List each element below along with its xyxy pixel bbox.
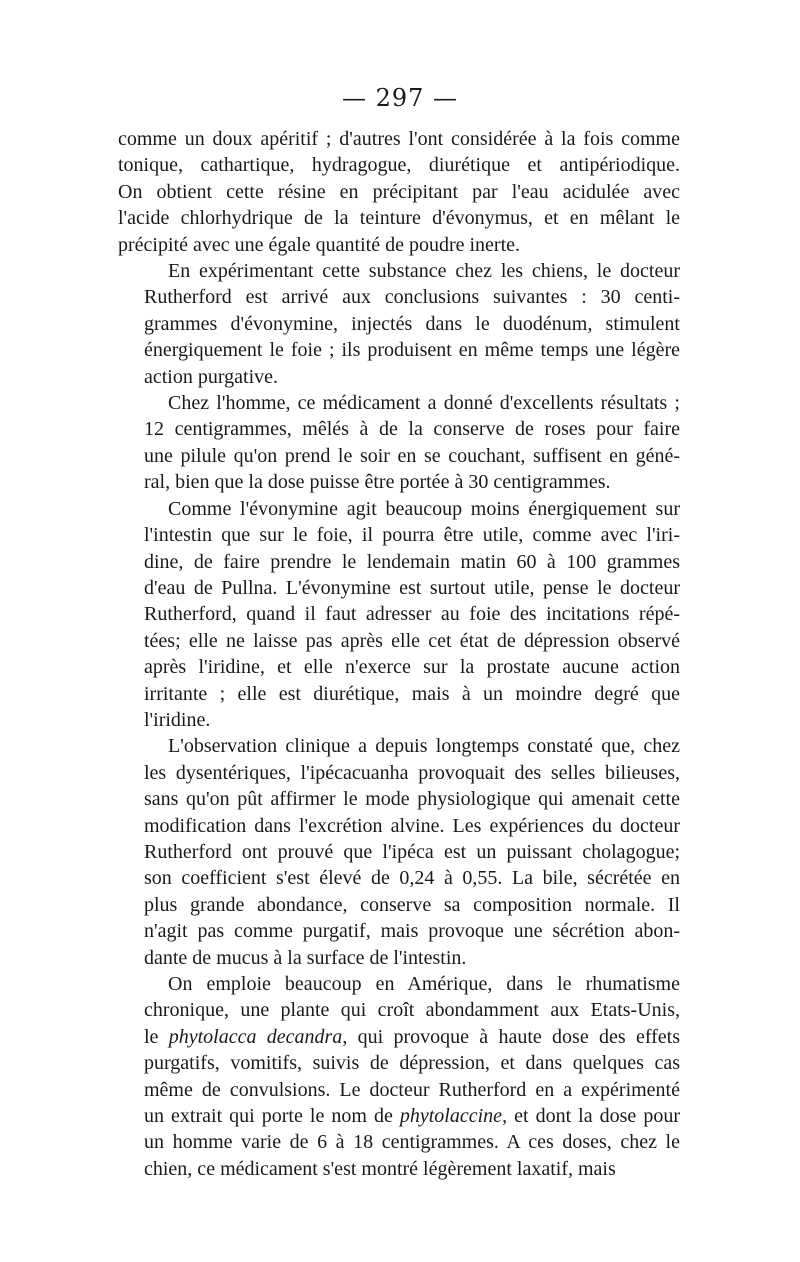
text-line: Comme l'évonymine agit beaucoup moins énergiquement sur [168,497,680,520]
italic-term: phytolacca decandra [168,1025,343,1048]
text-line: chronique, une plante qui croît abondamment aux Etats-Unis, [144,999,680,1022]
text-line: plus grande abondance, conserve sa composition normale. Il [144,893,680,916]
text-line: irritante ; elle est diurétique, mais à un moindre degré que [144,682,680,705]
text-line: tées; elle ne laisse pas après elle cet état de dépression observé [144,629,680,652]
text-line: L'observation clinique a depuis longtemps constaté que, chez [168,735,680,758]
text-line: même de convulsions. Le docteur Rutherford en a expérimenté [144,1078,680,1101]
text-line: Chez l'homme, ce médicament a donné d'excellents résultats ; [168,392,680,415]
page-number: — 297 — [341,84,459,112]
text-line: le phytolacca decandra, qui provoque à haute dose des effets [144,1025,681,1048]
text-line: purgatifs, vomitifs, suivis de dépression, et dans quelques cas [144,1052,680,1075]
text-line: comme un doux apéritif ; d'autres l'ont considérée à la fois comme [118,128,680,150]
text-line: dine, de faire prendre le lendemain matin 60 à 100 grammes [144,550,680,573]
text-line: ral, bien que la dose puisse être portée à 30 centigrammes. [144,471,611,494]
text-line: l'intestin que sur le foie, il pourra être utile, comme avec l'iri- [144,524,680,547]
text-line: sans qu'on pût affirmer le mode physiologique qui amenait cette [144,788,680,811]
paragraph [118,496,680,734]
text-line: énergiquement le foie ; ils produisent en même temps une légère [144,339,680,362]
body-text [118,126,680,1182]
text-line: modification dans l'excrétion alvine. Les expériences du docteur [144,814,680,837]
text-line: grammes d'évonymine, injectés dans le duodénum, stimulent [144,312,680,335]
italic-term: phytolaccine [399,1105,503,1128]
text-line: action purgative. [144,365,279,388]
text-line: l'acide chlorhydrique de la teinture d'évonymus, et en mêlant le [118,207,680,230]
text-line: après l'iridine, et elle n'exerce sur la prostate aucune action [144,656,680,679]
paragraph [118,258,680,390]
text-line: tonique, cathartique, hydragogue, diurétique et antipériodique. [118,154,680,177]
text-line: dante de mucus à la surface de l'intestin. [144,946,467,969]
paragraph [118,390,680,496]
text-line: un homme varie de 6 à 18 centigrammes. A ces doses, chez le [144,1131,680,1154]
text-line: les dysentériques, l'ipécacuanha provoquait des selles bilieuses, [144,761,680,784]
text-line: Rutherford, quand il faut adresser au foie des incitations répé- [144,603,680,626]
text-line: l'iridine. [144,708,211,731]
text-line: chien, ce médicament s'est montré légèrement laxatif, mais [144,1157,616,1180]
text-line: On obtient cette résine en précipitant par l'eau acidulée avec [118,180,680,203]
text-line: 12 centigrammes, mêlés à de la conserve de roses pour faire [144,418,680,441]
text-line: son coefficient s'est élevé de 0,24 à 0,55. La bile, sécrétée en [144,867,680,890]
text-line: Rutherford ont prouvé que l'ipéca est un puissant cholagogue; [144,840,680,863]
text-line: En expérimentant cette substance chez les chiens, le docteur [168,260,680,283]
paragraph [118,971,680,1182]
paragraph [118,733,680,971]
text-line: On emploie beaucoup en Amérique, dans le rhumatisme [168,973,680,995]
text-line: une pilule qu'on prend le soir en se couchant, suffisent en géné- [144,444,680,467]
text-line: précipité avec une égale quantité de poudre inerte. [118,233,521,256]
text-line: d'eau de Pullna. L'évonymine est surtout utile, pense le docteur [144,576,680,599]
text-line: Rutherford est arrivé aux conclusions suivantes : 30 centi- [144,286,680,309]
text-line: un extrait qui porte le nom de phytolaccine, et dont la dose pour [144,1105,680,1128]
paragraph [118,126,680,258]
text-line: n'agit pas comme purgatif, mais provoque une sécrétion abon- [144,920,680,943]
